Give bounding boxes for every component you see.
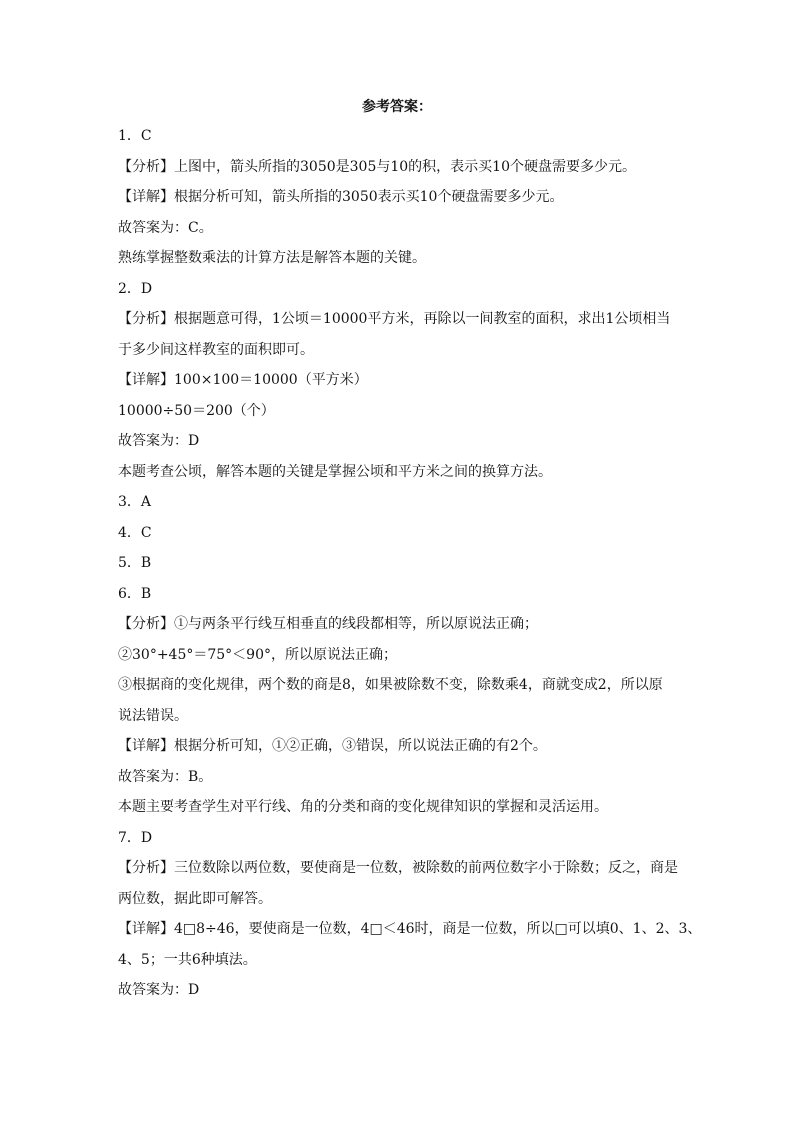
- answer-line: 于多少间这样教室的面积即可。: [118, 341, 314, 358]
- answer-line: 5．B: [118, 555, 152, 571]
- page-title: 参考答案：: [362, 99, 432, 115]
- answer-line: 10000÷50＝200（个）: [118, 402, 275, 419]
- answer-line: 【分析】①与两条平行线互相垂直的线段都相等，所以原说法正确；: [118, 616, 538, 632]
- answer-line: 故答案为：D: [118, 433, 200, 449]
- answer-line: 本题主要考查学生对平行线、角的分类和商的变化规律知识的掌握和灵活运用。: [118, 799, 608, 815]
- answer-line: 【详解】根据分析可知，①②正确，③错误，所以说法正确的有2个。: [118, 738, 547, 754]
- answer-line: 【详解】100×100＝10000（平方米）: [118, 372, 368, 388]
- answer-line: 说法错误。: [118, 707, 188, 724]
- answer-line: 【详解】4□8÷46，要使商是一位数，4□＜46时，商是一位数，所以□可以填0、1、2、3、: [118, 921, 702, 937]
- answer-line: 熟练掌握整数乘法的计算方法是解答本题的关键。: [118, 250, 426, 266]
- answer-line: 4、5；一共6种填法。: [118, 951, 257, 968]
- answer-line: 【分析】上图中，箭头所指的3050是305与10的积，表示买10个硬盘需要多少元。: [118, 158, 636, 175]
- answer-line: 故答案为：C。: [118, 219, 213, 236]
- answer-line: 【分析】三位数除以两位数，要使商是一位数，被除数的前两位数字小于除数；反之，商是: [118, 860, 678, 876]
- answer-line: 两位数，据此即可解答。: [118, 890, 272, 907]
- answer-line: 7．D: [118, 829, 153, 846]
- answer-line: 【分析】根据题意可得，1公顷＝10000平方米，再除以一间教室的面积，求出1公顷相当: [118, 311, 671, 327]
- answer-line: 故答案为：B。: [118, 768, 213, 785]
- answer-line: ③根据商的变化规律，两个数的商是8，如果被除数不变，除数乘4，商就变成2，所以原: [118, 677, 663, 693]
- answer-line: 4．C: [118, 524, 152, 541]
- answer-line: 6．B: [118, 585, 152, 602]
- answer-content: [118, 121, 702, 1006]
- answer-line: ②30°+45°＝75°＜90°，所以原说法正确；: [118, 646, 397, 663]
- answer-line: 故答案为：D: [118, 982, 200, 998]
- answer-line: 【详解】根据分析可知，箭头所指的3050表示买10个硬盘需要多少元。: [118, 189, 564, 205]
- answer-line: 1．C: [118, 128, 152, 144]
- answer-line: 2．D: [118, 280, 153, 297]
- answer-line: 3．A: [118, 494, 152, 510]
- answer-line: 本题考查公顷，解答本题的关键是掌握公顷和平方米之间的换算方法。: [118, 463, 552, 480]
